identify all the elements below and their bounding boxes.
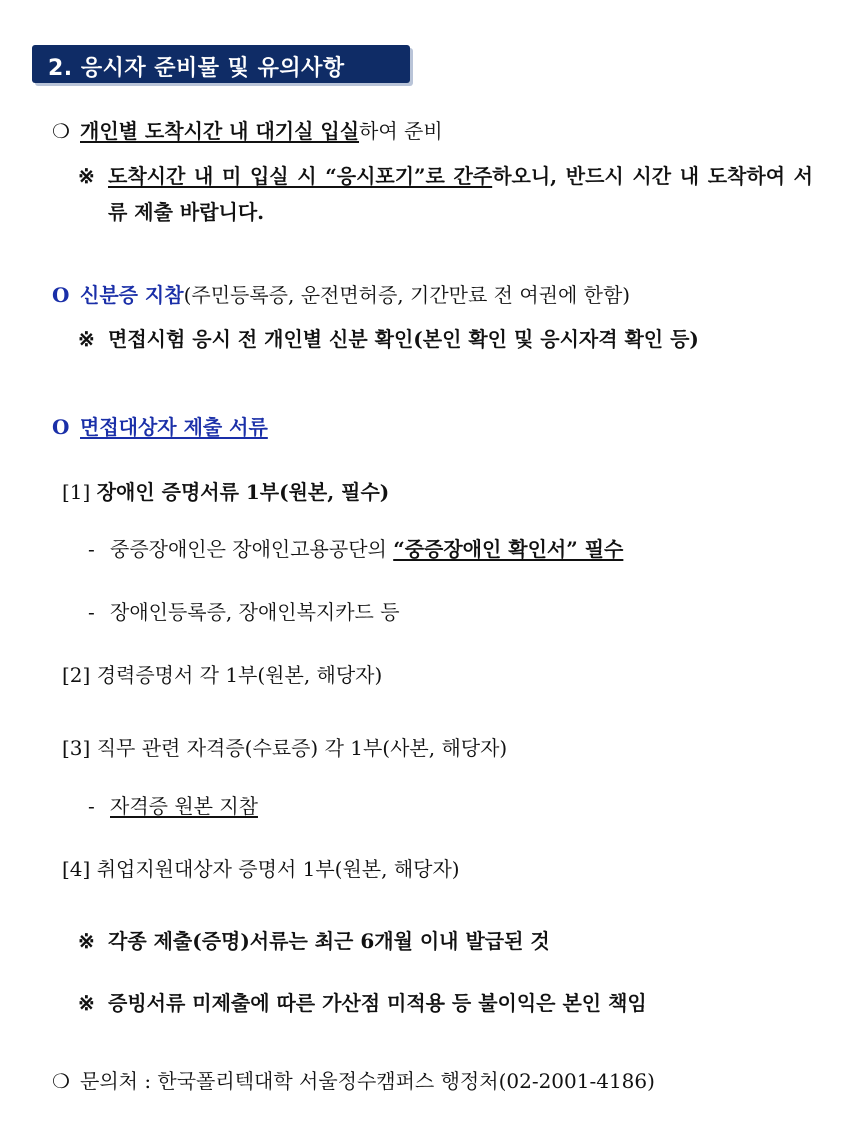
note-responsibility — [78, 990, 647, 1016]
note-arrival — [78, 158, 818, 230]
doc-4-number: [4] — [62, 857, 91, 881]
doc-1-text: 장애인 증명서류 1부(원본, 필수) — [96, 480, 390, 504]
dash-icon: - — [88, 600, 95, 624]
circle-bullet-icon: O — [52, 415, 70, 439]
item-documents-heading-text: 면접대상자 제출 서류 — [80, 415, 268, 439]
doc-1-sub-2 — [88, 599, 400, 625]
doc-3 — [62, 735, 507, 761]
dash-icon: - — [88, 794, 95, 818]
item-id-card-emphasis: 신분증 지참 — [80, 283, 184, 307]
doc-1-sub-1-emphasis: “중증장애인 확인서” 필수 — [393, 537, 624, 561]
doc-1 — [62, 479, 389, 505]
contact-line — [52, 1068, 655, 1094]
doc-1-sub-2-text: 장애인등록증, 장애인복지카드 등 — [110, 600, 400, 624]
circle-bullet-icon: O — [52, 283, 70, 307]
note-arrival-emphasis: 도착시간 내 미 입실 시 “응시포기”로 간주 — [108, 164, 493, 188]
doc-2-text: 경력증명서 각 1부(원본, 해당자) — [96, 663, 383, 687]
item-id-card — [52, 282, 630, 308]
item-id-card-rest: (주민등록증, 운전면허증, 기간만료 전 여권에 한함) — [183, 283, 631, 307]
doc-3-sub-text: 자격증 원본 지참 — [110, 794, 258, 818]
doc-1-sub-1 — [88, 536, 623, 562]
doc-3-number: [3] — [62, 736, 91, 760]
section-title-box — [32, 45, 410, 83]
item-arrival-emphasis: 개인별 도착시간 내 대기실 입실 — [80, 119, 360, 143]
item-documents-heading — [52, 414, 268, 440]
reference-mark-icon: ※ — [78, 164, 95, 188]
note-issue-date-text: 각종 제출(증명)서류는 최근 6개월 이내 발급된 것 — [108, 929, 550, 953]
note-id-check — [78, 326, 699, 352]
note-issue-date — [78, 928, 550, 954]
circle-bullet-icon: ❍ — [52, 1069, 70, 1093]
note-id-check-text: 면접시험 응시 전 개인별 신분 확인(본인 확인 및 응시자격 확인 등) — [108, 327, 699, 351]
doc-4 — [62, 856, 460, 882]
section-title: 2. 응시자 준비물 및 유의사항 — [48, 56, 345, 81]
doc-3-text: 직무 관련 자격증(수료증) 각 1부(사본, 해당자) — [96, 736, 508, 760]
doc-3-sub — [88, 793, 258, 819]
note-arrival-rest: 하오니, 반드시 시간 내 도착하여 서류 제출 바랍니다. — [108, 164, 814, 224]
doc-2-number: [2] — [62, 663, 91, 687]
doc-4-text: 취업지원대상자 증명서 1부(원본, 해당자) — [96, 857, 460, 881]
circle-bullet-icon: ❍ — [52, 119, 70, 143]
item-arrival — [52, 118, 443, 144]
dash-icon: - — [88, 537, 95, 561]
note-responsibility-text: 증빙서류 미제출에 따른 가산점 미적용 등 불이익은 본인 책임 — [108, 991, 647, 1015]
reference-mark-icon: ※ — [78, 929, 95, 953]
doc-1-number: [1] — [62, 480, 91, 504]
doc-2 — [62, 662, 382, 688]
reference-mark-icon: ※ — [78, 327, 95, 351]
reference-mark-icon: ※ — [78, 991, 95, 1015]
contact-text: 문의처 : 한국폴리텍대학 서울정수캠퍼스 행정처(02-2001-4186) — [80, 1069, 655, 1093]
doc-1-sub-1-text: 중증장애인은 장애인고용공단의 — [110, 537, 387, 561]
item-arrival-rest: 하여 준비 — [359, 119, 443, 143]
